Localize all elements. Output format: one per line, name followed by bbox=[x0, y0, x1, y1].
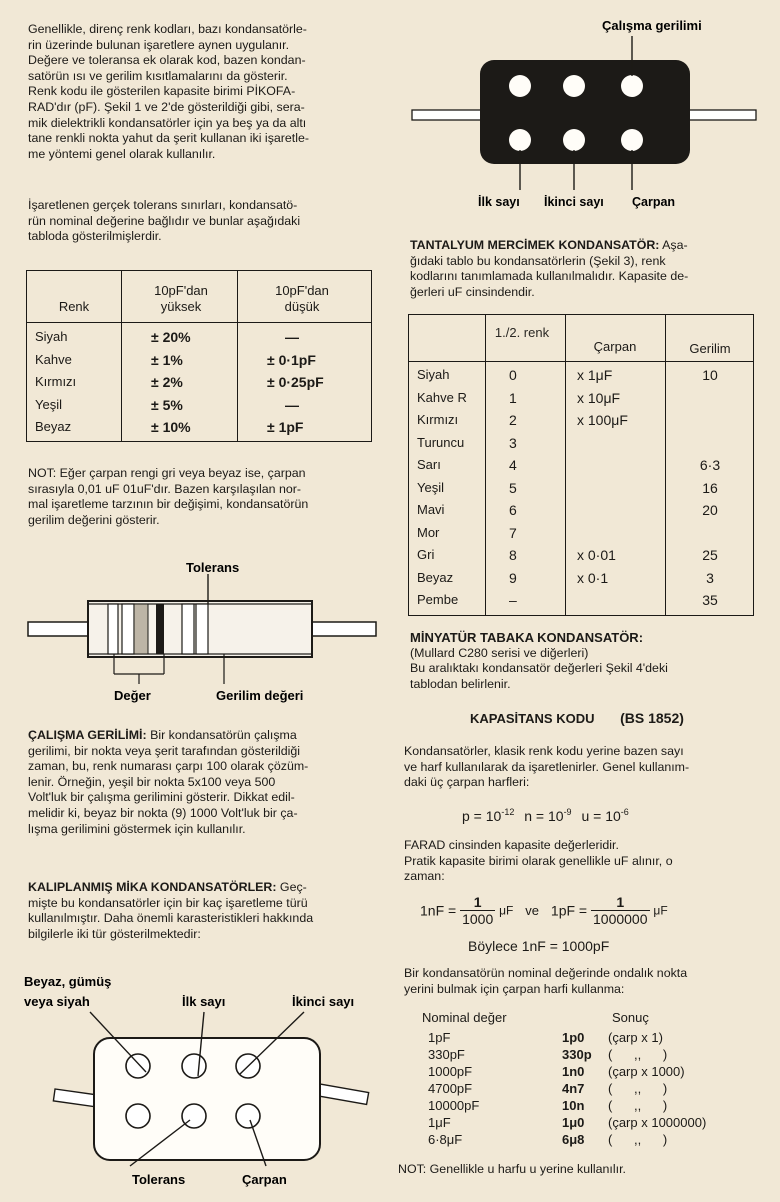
tol-line: rün nominal değerine bağlıdır ve bunlar aşağıdaki bbox=[28, 213, 301, 228]
nominal-value: 1μF bbox=[428, 1115, 451, 1130]
eq-unit2: μF bbox=[653, 903, 668, 918]
result-note: ( ,, ) bbox=[608, 1132, 668, 1147]
result-code: 330p bbox=[562, 1047, 592, 1062]
result-code: 1p0 bbox=[562, 1030, 585, 1045]
eq-den2: 1000000 bbox=[593, 911, 648, 927]
calisma-paragraph bbox=[28, 728, 378, 837]
t2-digit: 3 bbox=[509, 434, 517, 451]
result-note: (çarp x 1) bbox=[608, 1030, 663, 1045]
sonuc-header: Sonuç bbox=[612, 1010, 649, 1025]
t1-color: Beyaz bbox=[35, 419, 72, 434]
nominal-row bbox=[418, 1047, 764, 1064]
boylece-line: Böylece 1nF = 1000pF bbox=[468, 938, 610, 954]
kod-line: ve harf kullanılarak da işaretlenirler. Genel kullanım- bbox=[404, 759, 690, 774]
result-code: 10n bbox=[562, 1098, 585, 1113]
formula-p: p = 10 bbox=[462, 808, 502, 824]
result-code: 1μ0 bbox=[562, 1115, 585, 1130]
tantal-line: kodlarını tanımlamada kullanılmalıdır. Kapasite de- bbox=[410, 269, 689, 284]
tol-line: İşaretlenen gerçek tolerans sınırları, kondansatö- bbox=[28, 198, 298, 212]
t1-high: ± 20% bbox=[151, 329, 191, 345]
t2-digit: 8 bbox=[509, 547, 517, 563]
intro-line: Renk kodu ile gösterilen kapasite birimi PİKOFA- bbox=[28, 84, 296, 99]
intro-line: me yöntemi genel olarak kullanılır. bbox=[28, 146, 216, 161]
mica-label-ilk: İlk sayı bbox=[182, 994, 226, 1009]
tantal-paragraph bbox=[410, 238, 762, 300]
t2-voltage: 25 bbox=[702, 547, 718, 563]
t2-color: Mavi bbox=[417, 502, 445, 517]
mica-capacitor-figure bbox=[20, 970, 380, 1192]
t1-header-renk: Renk bbox=[58, 299, 90, 314]
intro-paragraph bbox=[28, 22, 378, 162]
multiplier-formula bbox=[462, 808, 762, 824]
t2-multiplier: x 0·1 bbox=[577, 569, 609, 586]
t2-voltage: 10 bbox=[702, 367, 718, 383]
calisma-first: Bir kondansatörün çalışma bbox=[146, 728, 297, 742]
nominal-row bbox=[418, 1064, 764, 1081]
t1-high: ± 10% bbox=[151, 419, 191, 435]
result-code: 4n7 bbox=[562, 1081, 585, 1096]
t2-color: Mor bbox=[417, 524, 440, 540]
t1-high: ± 2% bbox=[151, 374, 183, 390]
note-line: sırasıyla 0,01 uF 01uF'dır. Bazen karşılaşılan nor- bbox=[28, 481, 302, 496]
note-line: gerilim değerini gösterir. bbox=[28, 512, 160, 527]
intro-line: tane renkli nokta yahut da şerit kullanan iki işaretle- bbox=[28, 131, 310, 146]
minyatur-title: MİNYATÜR TABAKA KONDANSATÖR: bbox=[410, 630, 644, 645]
nominal-value: 1000pF bbox=[428, 1064, 473, 1079]
eq-frac1 bbox=[460, 894, 495, 927]
kod-heading bbox=[470, 710, 760, 726]
nominal-row bbox=[418, 1081, 764, 1098]
calisma-line: melidir ki, beyaz bir nokta (9) 1000 Volt'luk bir ça- bbox=[28, 805, 298, 820]
mika-first: Geç- bbox=[276, 880, 307, 894]
mica-label-beyaz2: veya siyah bbox=[24, 994, 90, 1009]
t2-color: Yeşil bbox=[417, 479, 444, 495]
fig-label-tolerans: Tolerans bbox=[186, 560, 240, 575]
formula-pexp: -12 bbox=[501, 807, 515, 817]
minyatur-line: (Mullard C280 serisi ve diğerleri) bbox=[410, 645, 589, 660]
t1-color: Kırmızı bbox=[35, 374, 77, 389]
result-code: 1n0 bbox=[562, 1064, 585, 1079]
t2-digit: 9 bbox=[509, 569, 517, 586]
t1-low: ± 0·1pF bbox=[267, 351, 316, 368]
t2-header-carpan: Çarpan bbox=[593, 339, 637, 354]
t2-multiplier: x 1μF bbox=[577, 367, 613, 383]
result-note: ( ,, ) bbox=[608, 1081, 668, 1096]
t2-voltage: 20 bbox=[702, 502, 718, 518]
farad-paragraph bbox=[404, 838, 764, 885]
t2-color: Kırmızı bbox=[417, 412, 459, 427]
t2-digit: 1 bbox=[509, 389, 517, 406]
intro-line: RAD'dır (pF). Şekil 1 ve 2'de gösterildiği gibi, sera- bbox=[28, 99, 305, 114]
t2-voltage: 16 bbox=[702, 479, 718, 496]
eq-lhs1: 1nF = bbox=[420, 902, 457, 919]
t2-header-renk: 1./2. renk bbox=[494, 325, 550, 340]
t2-multiplier: x 0·01 bbox=[577, 547, 616, 563]
eq-ve: ve bbox=[525, 903, 540, 918]
kod-bs: (BS 1852) bbox=[620, 710, 684, 726]
t2-voltage: 35 bbox=[702, 592, 718, 608]
t2-digit: 7 bbox=[509, 524, 517, 541]
t1-low: ± 1pF bbox=[267, 419, 304, 435]
fig-label-deger: Değer bbox=[114, 688, 151, 703]
tantalum-capacitor-figure bbox=[408, 10, 758, 215]
t2-voltage: 6·3 bbox=[699, 457, 721, 473]
nominal-row bbox=[418, 1098, 764, 1115]
striped-capacitor-figure bbox=[24, 556, 380, 706]
intro-line: mik dielektrikli kondansatörler için ya beş ya da altı bbox=[28, 115, 307, 130]
pratik-line: zaman: bbox=[404, 869, 445, 884]
ondalik-line: yerini bulmak için çarpan harfi kullanma: bbox=[404, 981, 625, 996]
t2-digit: 4 bbox=[509, 457, 517, 473]
note-line: NOT: Eğer çarpan rengi gri veya beyaz ise, çarpan bbox=[28, 466, 306, 480]
t2-digit: 5 bbox=[509, 479, 517, 496]
nominal-value: 10000pF bbox=[428, 1098, 480, 1113]
mica-label-ikinci: İkinci sayı bbox=[292, 994, 355, 1009]
mika-paragraph bbox=[28, 880, 378, 942]
result-note: (çarp x 1000) bbox=[608, 1064, 685, 1079]
eq-num1: 1 bbox=[460, 894, 495, 911]
t2-color: Siyah bbox=[417, 367, 450, 382]
ondalik-paragraph bbox=[404, 966, 764, 997]
t2-digit: – bbox=[509, 592, 517, 608]
result-note: (çarp x 1000000) bbox=[608, 1115, 707, 1130]
kod-paragraph bbox=[404, 744, 764, 791]
note-paragraph bbox=[28, 466, 378, 528]
t2-color: Turuncu bbox=[417, 434, 465, 450]
mica-label-carpan: Çarpan bbox=[242, 1172, 287, 1187]
t2-digit: 2 bbox=[509, 412, 517, 428]
final-note: NOT: Genellikle u harfu u yerine kullanılır. bbox=[398, 1162, 626, 1176]
result-code: 6μ8 bbox=[562, 1132, 585, 1147]
nominal-value: 6·8μF bbox=[428, 1132, 463, 1147]
calisma-line: lışma gerilimini göstermek için kullanılır. bbox=[28, 821, 246, 836]
intro-line: Genellikle, direnç renk kodları, bazı kondansatörle- bbox=[28, 22, 307, 36]
farad-line: FARAD cinsinden kapasite değerleridir. bbox=[404, 838, 619, 852]
kod-line: daki üç çarpan harfleri: bbox=[404, 775, 530, 790]
result-note: ( ,, ) bbox=[608, 1098, 668, 1113]
nominal-value: 330pF bbox=[428, 1047, 465, 1062]
t2-voltage: 3 bbox=[706, 569, 714, 586]
top-label-ikinci: İkinci sayı bbox=[544, 195, 604, 209]
t1-low: ± 0·25pF bbox=[267, 374, 324, 390]
unit-equation bbox=[420, 894, 765, 927]
fig-label-gerilim: Gerilim değeri bbox=[216, 688, 304, 703]
tolerance-table bbox=[26, 270, 372, 442]
t2-header-gerilim: Gerilim bbox=[689, 341, 731, 356]
tantal-line: ğerleri uF cinsindendir. bbox=[410, 284, 535, 299]
eq-lhs2: 1pF = bbox=[550, 902, 588, 919]
result-note: ( ,, ) bbox=[608, 1047, 668, 1062]
t1-low: — bbox=[285, 396, 299, 413]
tolerance-paragraph bbox=[28, 198, 378, 245]
pratik-line: Pratik kapasite birimi olarak genellikle uF alınır, o bbox=[404, 853, 673, 868]
formula-u: u = 10 bbox=[581, 808, 621, 824]
eq-num2: 1 bbox=[591, 894, 650, 911]
calisma-line: lenir. Örneğin, yeşil bir nokta 5x100 veya 500 bbox=[28, 774, 276, 789]
tantal-line: ğıdaki tablo bu kondansatörlerin (Şekil 3), renk bbox=[410, 253, 666, 268]
calisma-title: ÇALIŞMA GERİLİMİ: bbox=[28, 728, 147, 742]
calisma-line: Volt'luk bir çalışma gerilimini gösterir. Dikkat edil- bbox=[28, 790, 295, 805]
nominal-header: Nominal değer bbox=[422, 1010, 507, 1025]
tol-line: tabloda gösterilmişlerdir. bbox=[28, 229, 162, 244]
formula-uexp: -6 bbox=[620, 807, 629, 817]
nominal-table bbox=[418, 1010, 764, 1149]
t1-header-yuksek: 10pF'dan yüksek bbox=[154, 283, 208, 314]
top-label-calisma: Çalışma gerilimi bbox=[602, 18, 702, 33]
t2-digit: 0 bbox=[509, 367, 517, 383]
nominal-value: 4700pF bbox=[428, 1081, 473, 1096]
nominal-row bbox=[418, 1132, 764, 1149]
t2-digit: 6 bbox=[509, 502, 517, 518]
t1-header-dusuk: 10pF'dan düşük bbox=[275, 283, 329, 314]
intro-line: satörün ısı ve gerilim kısıtlamalarını da gösterir. bbox=[28, 68, 288, 83]
minyatur-line: tablodan belirlenir. bbox=[410, 676, 511, 691]
t2-color: Sarı bbox=[417, 457, 441, 472]
note-line: mal işaretleme tarzının bir değişimi, kondansatörün bbox=[28, 497, 309, 512]
minyatur-line: Bu aralıktakı kondansatör değerleri Şekil 4'deki bbox=[410, 661, 668, 676]
t1-color: Kahve bbox=[35, 351, 72, 367]
nominal-row bbox=[418, 1030, 764, 1047]
t2-multiplier: x 10μF bbox=[577, 389, 621, 406]
intro-line: rin üzerinde bulunan işaretlere aynen uygulanır. bbox=[28, 37, 290, 52]
tantal-title: TANTALYUM MERCİMEK KONDANSATÖR: bbox=[410, 238, 660, 252]
top-label-ilk: İlk sayı bbox=[478, 195, 520, 209]
mika-line: bilgilerle iki tür gösterilmektedir: bbox=[28, 926, 201, 941]
t1-color: Yeşil bbox=[35, 396, 62, 412]
t1-high: ± 5% bbox=[151, 396, 183, 413]
kod-line: Kondansatörler, klasik renk kodu yerine bazen sayı bbox=[404, 744, 684, 758]
formula-n: n = 10 bbox=[524, 808, 564, 824]
formula-nexp: -9 bbox=[563, 807, 572, 817]
tantalum-table bbox=[408, 314, 754, 616]
kod-title: KAPASİTANS KODU bbox=[470, 711, 595, 726]
eq-frac2 bbox=[591, 894, 650, 927]
eq-den1: 1000 bbox=[462, 911, 494, 927]
ondalik-line: Bir kondansatörün nominal değerinde ondalık nokta bbox=[404, 966, 688, 980]
mika-title: KALIPLANMIŞ MİKA KONDANSATÖRLER: bbox=[28, 880, 277, 894]
nominal-row bbox=[418, 1115, 764, 1132]
t1-color: Siyah bbox=[35, 329, 68, 344]
t2-color: Gri bbox=[417, 547, 435, 562]
mika-line: kullanılmıştır. Daha önemli karasteristikleri hakkında bbox=[28, 911, 314, 926]
t1-high: ± 1% bbox=[151, 351, 183, 368]
mica-label-tolerans: Tolerans bbox=[132, 1172, 186, 1187]
t1-low: — bbox=[285, 329, 299, 345]
mika-line: mişte bu kondansatörler için bir kaç işaretleme türü bbox=[28, 895, 308, 910]
t2-color: Kahve R bbox=[417, 389, 467, 405]
intro-line: Değere ve toleransa ek olarak kod, bazen kondan- bbox=[28, 53, 306, 68]
eq-unit1: μF bbox=[499, 903, 514, 918]
calisma-line: gerilimi, bir nokta veya şerit tarafından gösterildiği bbox=[28, 743, 301, 758]
t2-color: Beyaz bbox=[417, 569, 454, 585]
top-label-carpan: Çarpan bbox=[632, 195, 676, 209]
t2-multiplier: x 100μF bbox=[577, 412, 628, 428]
calisma-line: zaman, bu, renk numarası çarpı 100 olarak çözüm- bbox=[28, 759, 309, 774]
tantal-first: Aşa- bbox=[659, 238, 688, 252]
t2-color: Pembe bbox=[417, 592, 459, 607]
nominal-value: 1pF bbox=[428, 1030, 451, 1045]
minyatur-paragraph bbox=[410, 630, 762, 692]
mica-label-beyaz1: Beyaz, gümüş bbox=[24, 974, 112, 989]
